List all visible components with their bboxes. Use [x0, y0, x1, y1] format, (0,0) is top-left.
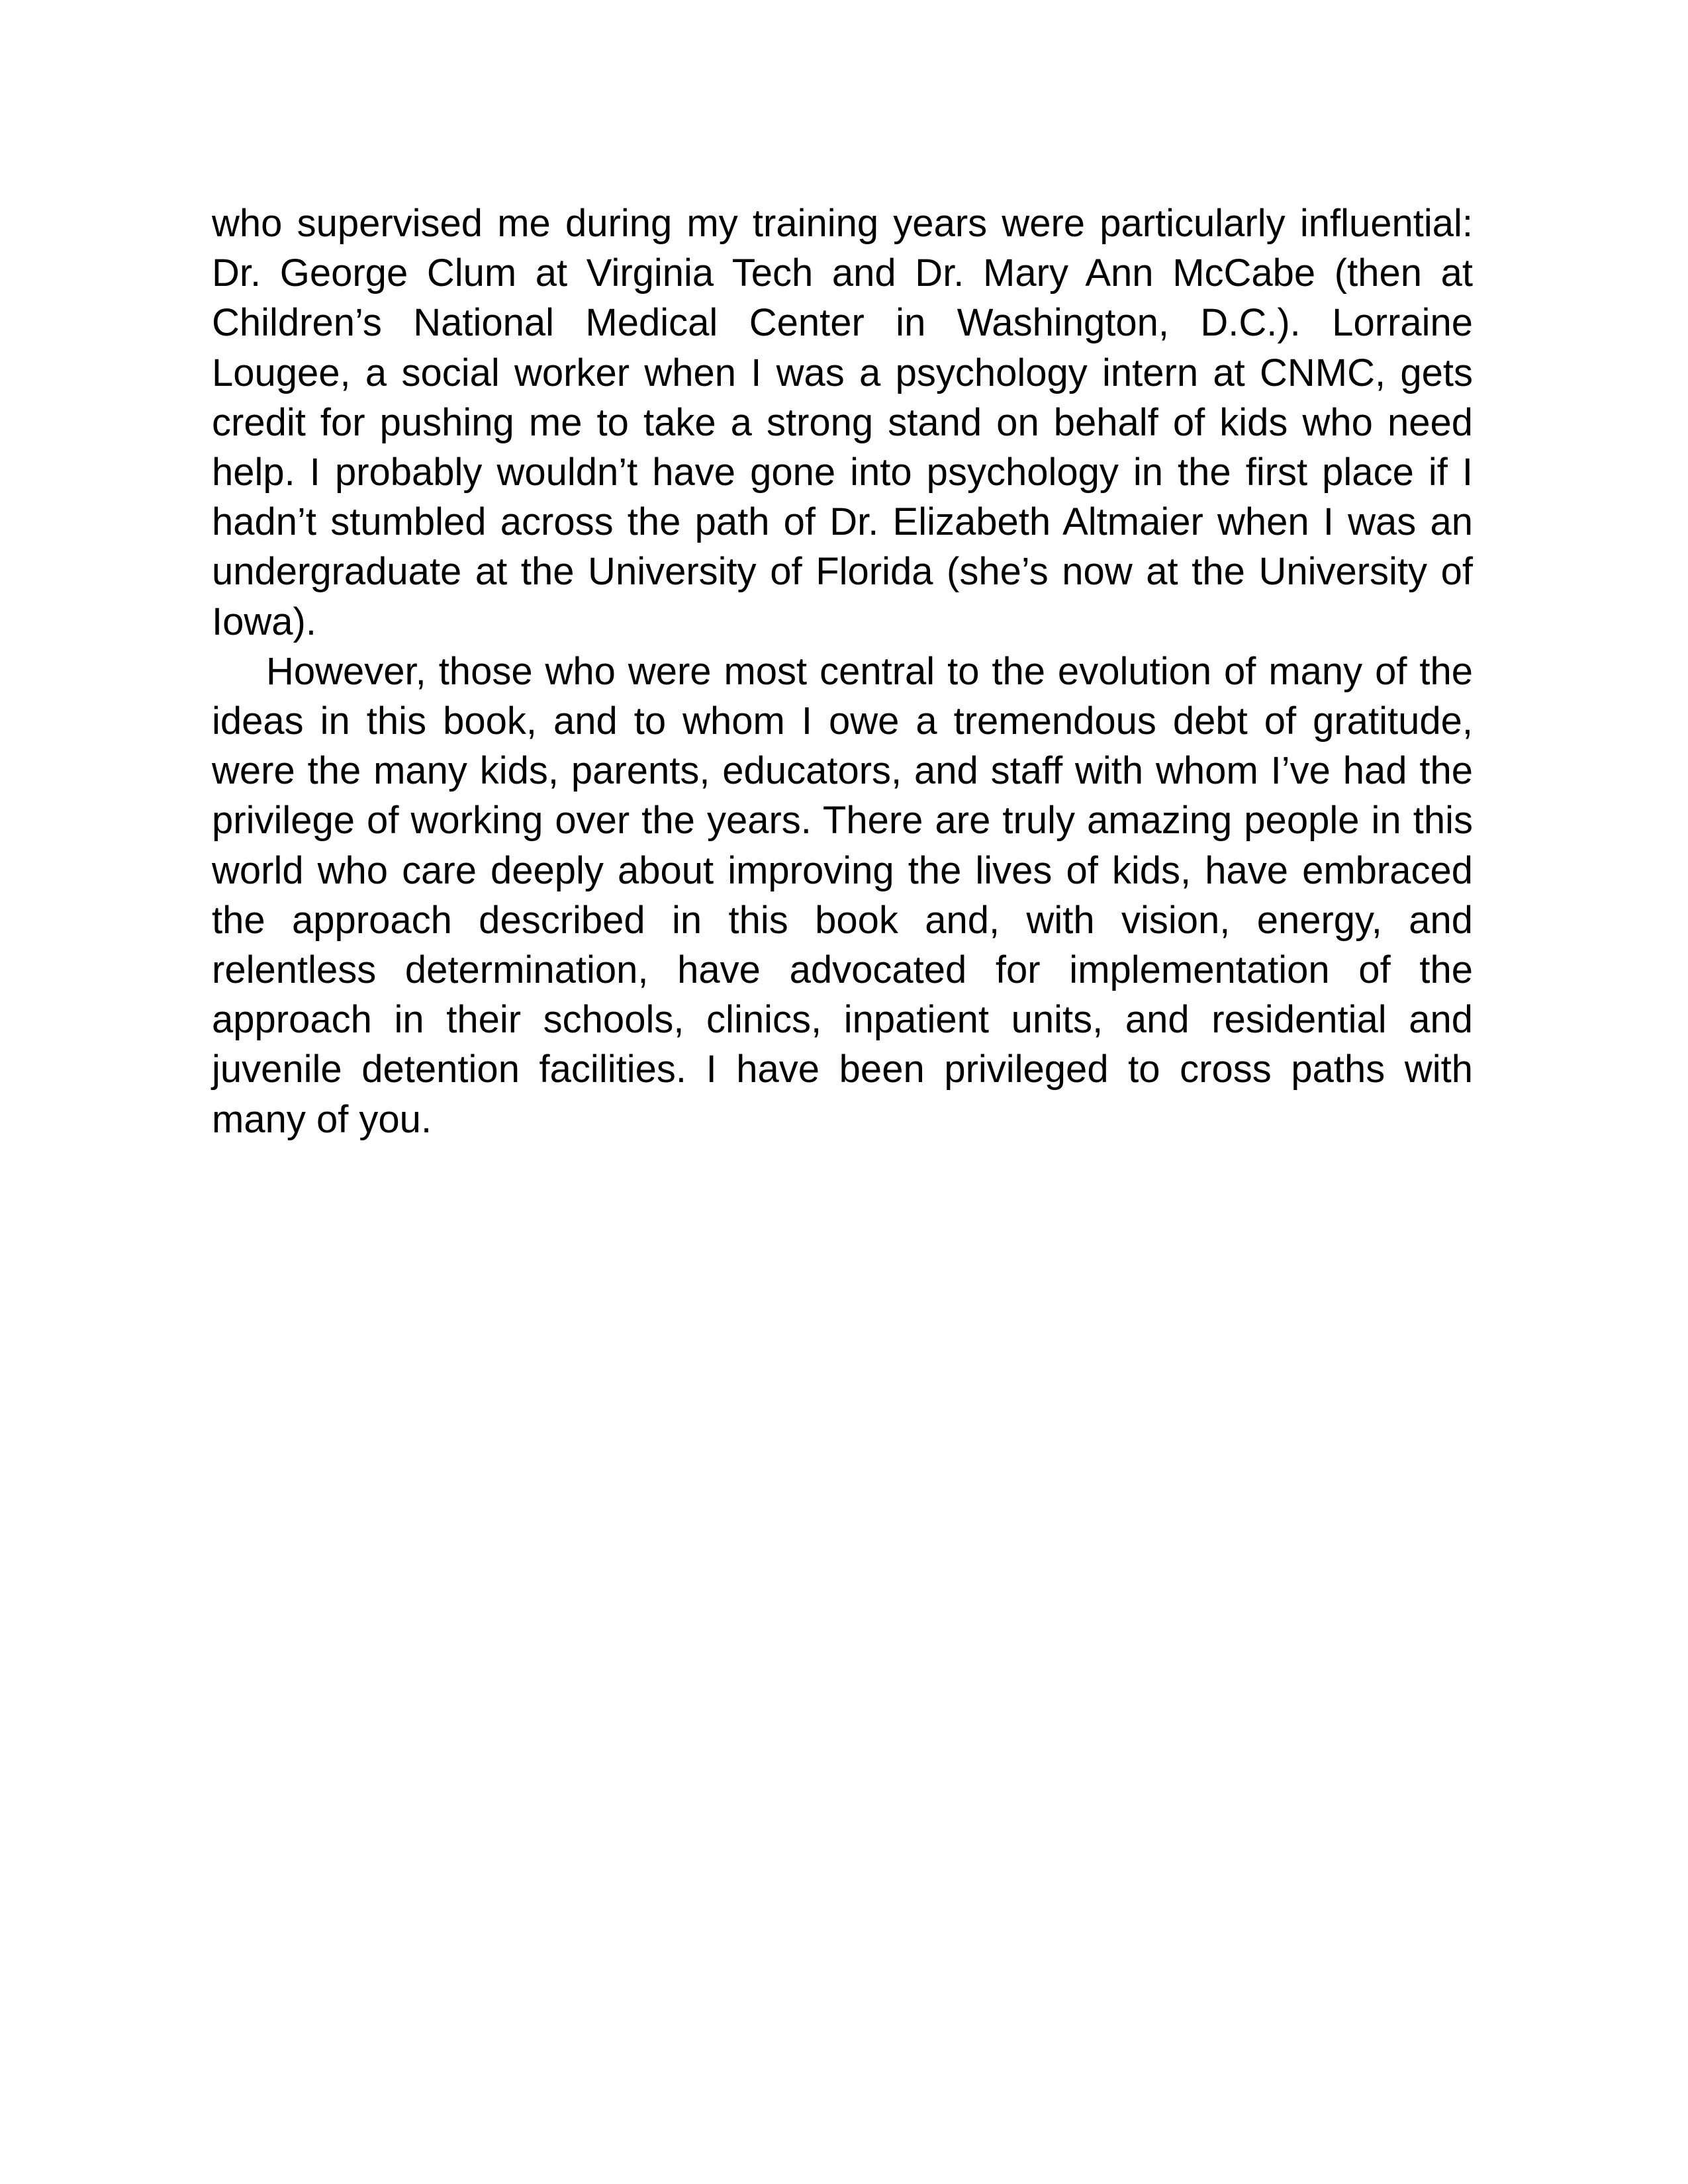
paragraph-continued: who supervised me during my training years were particularly influential: Dr. George Clum at Virginia Tech and Dr. Mary Ann McCabe (then at Children’s National Medical Center in Washington, D.C.). Lorraine Lougee, a social worker when I was a psychology intern at CNMC, gets credit for pushing me to take a strong stand on behalf of kids who need help. I probably wouldn’t have gone into psychology in the first place if I hadn’t stumbled across the path of Dr. Elizabeth Altmaier when I was an undergraduate at the University of Florida (she’s now at the University of Iowa). [212, 202, 1473, 643]
body-text [212, 199, 1473, 1144]
paragraph-however: However, those who were most central to the evolution of many of the ideas in this book, and to whom I owe a tremendous debt of gratitude, were the many kids, parents, educators, and staff with whom I’ve had the privilege of working over the years. There are truly amazing people in this world who care deeply about improving the lives of kids, have embraced the approach described in this book and, with vision, energy, and relentless determination, have advocated for implementation of the approach in their schools, clinics, inpatient units, and residential and juvenile detention facilities. I have been privileged to cross paths with many of you. [212, 649, 1473, 1141]
